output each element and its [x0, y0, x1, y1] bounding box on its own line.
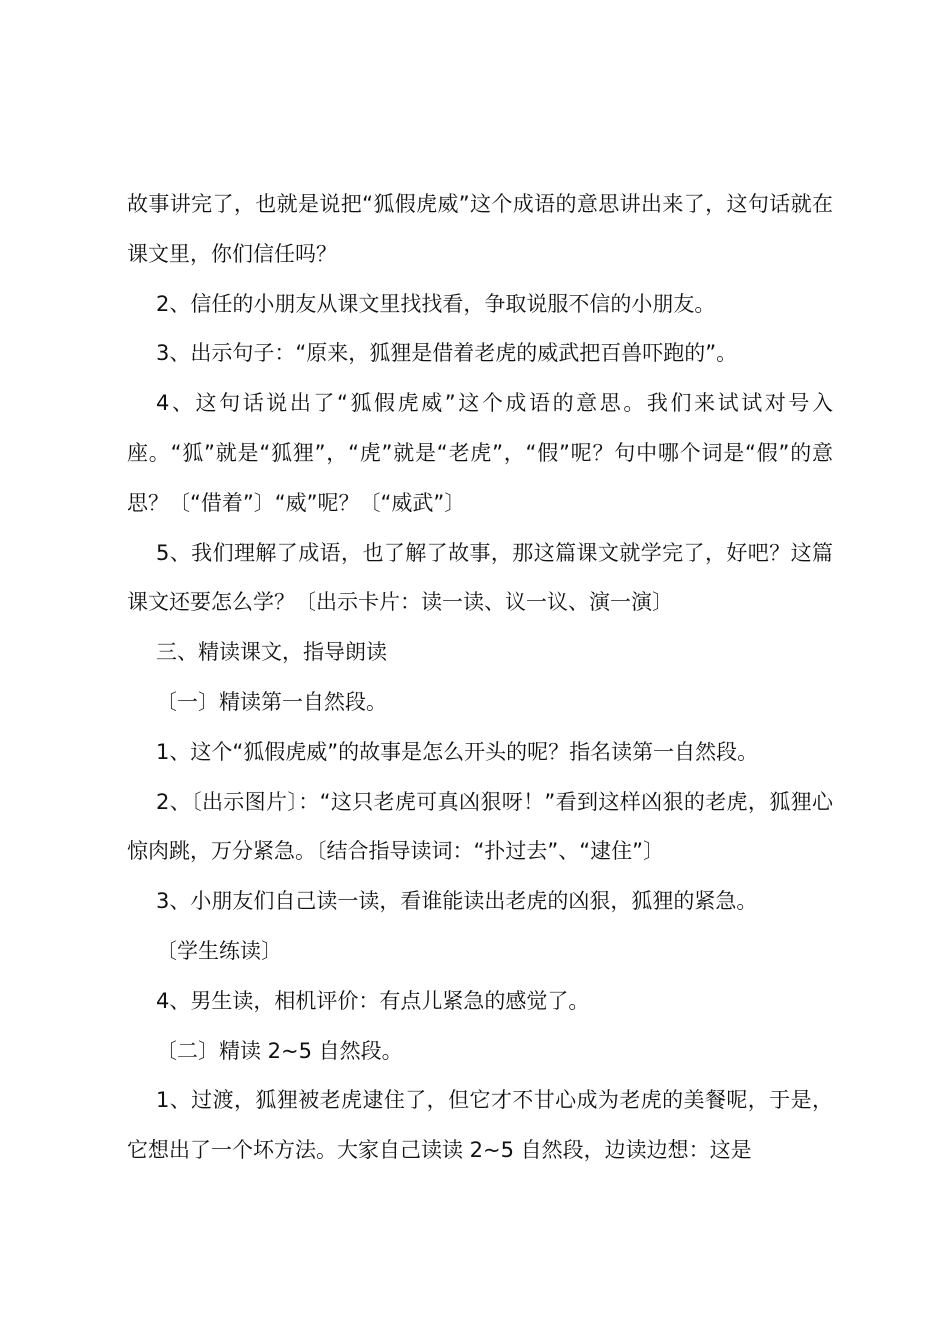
subsection-heading-1: 〔一〕精读第一自然段。 — [156, 689, 387, 714]
paragraph-4: 4、这句话说出了“狐假虎威”这个成语的意思。我们来试试对号入座。“狐”就是“狐狸”，“虎”就是“老虎”，“假”呢？句中哪个词是“假”的意思？〔“借着”〕“威”呢？〔“威武”〕 — [127, 391, 833, 515]
paragraph-10: 4、男生读，相机评价：有点儿紧急的感觉了。 — [156, 988, 590, 1013]
document-body — [127, 180, 833, 1176]
paragraph-3: 3、出示句子：“原来，狐狸是借着老虎的威武把百兽吓跑的”。 — [156, 341, 738, 366]
paragraph-6: 1、这个“狐假虎威”的故事是怎么开头的呢？指名读第一自然段。 — [156, 739, 759, 764]
paragraph-5: 5、我们理解了成语，也了解了故事，那这篇课文就学完了，好吧？这篇课文还要怎么学？〔出示卡片：读一读、议一议、演一演〕 — [127, 540, 833, 615]
paragraph-11: 1、过渡，狐狸被老虎逮住了，但它才不甘心成为老虎的美餐呢，于是，它想出了一个坏方法。大家自己读读 2~5 自然段，边读边想：这是 — [127, 1088, 833, 1163]
paragraph-8: 3、小朋友们自己读一读，看谁能读出老虎的凶狠，狐狸的紧急。 — [156, 889, 758, 914]
subsection-heading-2: 〔二〕精读 2~5 自然段。 — [156, 1038, 403, 1063]
paragraph-1: 故事讲完了，也就是说把“狐假虎威”这个成语的意思讲出来了，这句话就在课文里，你们信任吗？ — [127, 192, 833, 266]
paragraph-2: 2、信任的小朋友从课文里找找看，争取说服不信的小朋友。 — [156, 291, 716, 316]
paragraph-7: 2、〔出示图片〕：“这只老虎可真凶狠呀！”看到这样凶狠的老虎，狐狸心惊肉跳，万分紧急。〔结合指导读词：“扑过去”、“逮住”〕 — [127, 789, 833, 864]
paragraph-9: 〔学生练读〕 — [156, 938, 282, 963]
section-heading-3: 三、精读课文，指导朗读 — [156, 640, 387, 665]
